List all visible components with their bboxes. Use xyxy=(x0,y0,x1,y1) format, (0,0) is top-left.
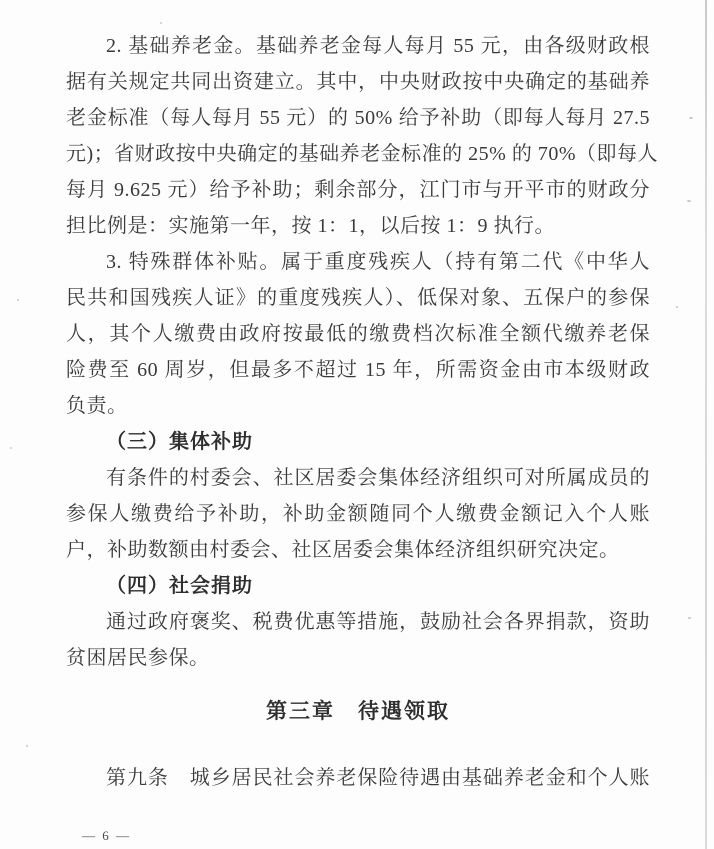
paragraph-line: 3. 特殊群体补贴。属于重度残疾人（持有第二代《中华人 xyxy=(106,251,650,273)
paragraph-line: 担比例是：实施第一年，按 1：1，以后按 1：9 执行。 xyxy=(66,215,555,237)
paragraph-line: 参保人缴费给予补助，补助金额随同个人缴费金额记入个人账 xyxy=(66,503,650,525)
clause-nine-line: 第九条 城乡居民社会养老保险待遇由基础养老金和个人账 xyxy=(106,767,650,789)
scan-speckle xyxy=(688,617,691,619)
paragraph-line: 据有关规定共同出资建立。其中，中央财政按中央确定的基础养 xyxy=(66,71,650,93)
scan-speckle xyxy=(10,447,12,449)
paragraph-line: 户，补助数额由村委会、社区居委会集体经济组织研究决定。 xyxy=(66,539,620,561)
document-body xyxy=(66,28,658,796)
scan-speckle xyxy=(687,200,691,202)
paragraph-line: 负责。 xyxy=(66,395,128,417)
paragraph-line: 有条件的村委会、社区居委会集体经济组织可对所属成员的 xyxy=(106,467,650,489)
paragraph-line: 民共和国残疾人证》的重度残疾人）、低保对象、五保户的参保 xyxy=(66,287,650,309)
page-number: — 6 — xyxy=(82,828,131,843)
paragraph-line: 2. 基础养老金。基础养老金每人每月 55 元，由各级财政根 xyxy=(106,35,650,57)
paragraph-line: 通过政府褒奖、税费优惠等措施，鼓励社会各界捐款，资助 xyxy=(106,611,650,633)
paragraph-line: 人，其个人缴费由政府按最低的缴费档次标准全额代缴养老保 xyxy=(66,323,650,345)
paragraph-line: 老金标准（每人每月 55 元）的 50% 给予补助（即每人每月 27.5 xyxy=(66,107,650,129)
section-heading-collective-subsidy: （三）集体补助 xyxy=(106,431,253,453)
scan-speckle xyxy=(689,117,693,119)
chapter-heading: 第三章 待遇领取 xyxy=(266,699,450,723)
paragraph-line: 每月 9.625 元）给予补助；剩余部分，江门市与开平市的财政分 xyxy=(66,179,650,201)
scan-speckle xyxy=(676,306,678,308)
paragraph-line: 险费至 60 周岁，但最多不超过 15 年，所需资金由市本级财政 xyxy=(66,359,650,381)
scan-speckle xyxy=(26,745,28,747)
scan-speckle xyxy=(17,299,19,301)
paragraph-line: 贫困居民参保。 xyxy=(66,647,210,669)
scan-edge-line xyxy=(705,0,707,849)
section-heading-social-donation: （四）社会捐助 xyxy=(106,575,253,597)
paragraph-line: 元)；省财政按中央确定的基础养老金标准的 25% 的 70%（即每人 xyxy=(66,143,658,165)
scan-speckle xyxy=(160,22,162,24)
